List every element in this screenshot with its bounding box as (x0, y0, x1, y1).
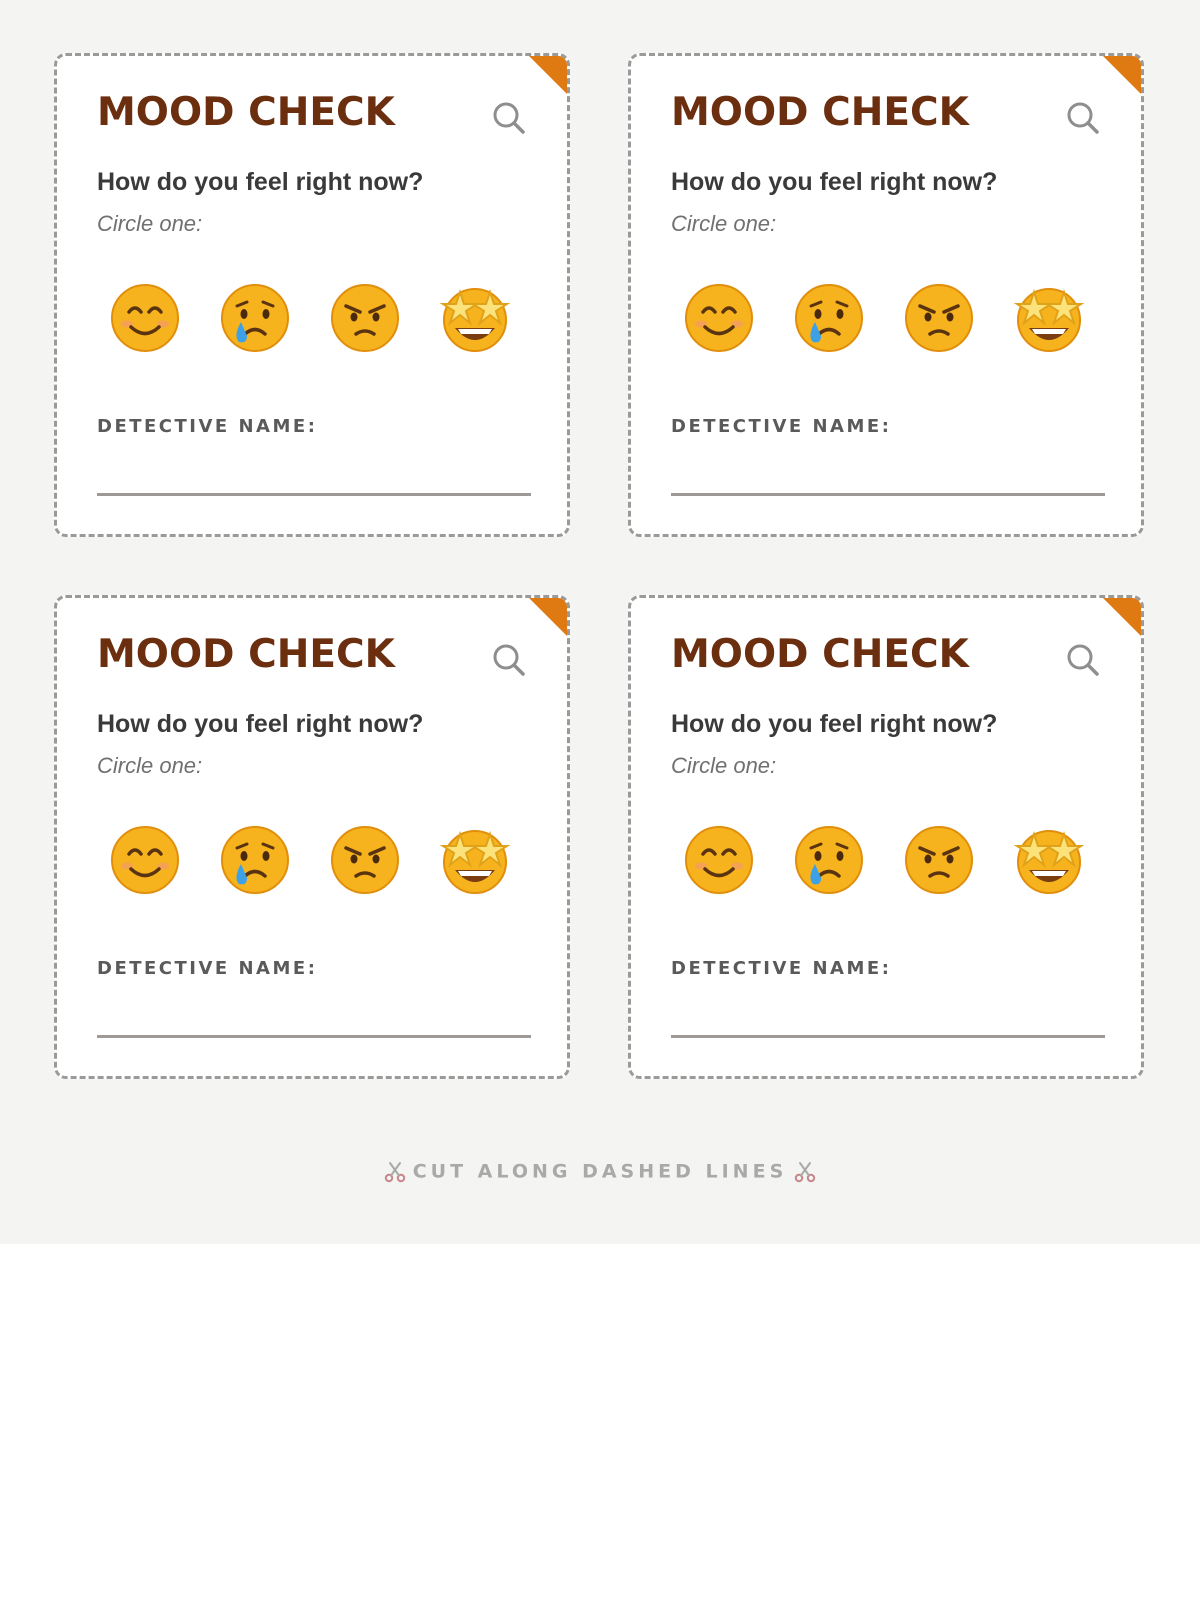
crying-face-icon[interactable] (219, 824, 291, 896)
mood-question: How do you feel right now? (671, 168, 998, 196)
mood-options (109, 282, 529, 356)
card-title: MOOD CHECK (671, 632, 969, 677)
smiling-face-icon[interactable] (109, 282, 181, 354)
detective-name-field[interactable] (97, 493, 531, 496)
crying-face-icon[interactable] (793, 824, 865, 896)
circle-instruction: Circle one: (671, 753, 777, 778)
card-title: MOOD CHECK (671, 90, 969, 135)
mood-options (109, 824, 529, 898)
smiling-face-icon[interactable] (683, 824, 755, 896)
mood-question: How do you feel right now? (671, 710, 998, 738)
cut-instruction-text: CUT ALONG DASHED LINES (412, 1160, 788, 1183)
circle-instruction: Circle one: (97, 211, 203, 236)
detective-name-label: DETECTIVE NAME: (97, 416, 318, 437)
crying-face-icon[interactable] (219, 282, 291, 354)
star-struck-face-icon[interactable] (439, 824, 511, 896)
card-title: MOOD CHECK (97, 632, 395, 677)
mood-check-card (54, 595, 570, 1079)
mood-options (683, 282, 1103, 356)
magnifier-icon (1065, 100, 1101, 136)
star-struck-face-icon[interactable] (1013, 282, 1085, 354)
angry-face-icon[interactable] (329, 282, 401, 354)
scissors-icon (793, 1160, 817, 1184)
angry-face-icon[interactable] (329, 824, 401, 896)
magnifier-icon (491, 100, 527, 136)
star-struck-face-icon[interactable] (1013, 824, 1085, 896)
scissors-icon (383, 1160, 407, 1184)
detective-name-label: DETECTIVE NAME: (97, 958, 318, 979)
smiling-face-icon[interactable] (109, 824, 181, 896)
corner-fold (1103, 56, 1141, 94)
detective-name-label: DETECTIVE NAME: (671, 416, 892, 437)
detective-name-field[interactable] (671, 493, 1105, 496)
detective-name-label: DETECTIVE NAME: (671, 958, 892, 979)
detective-name-field[interactable] (671, 1035, 1105, 1038)
circle-instruction: Circle one: (97, 753, 203, 778)
corner-fold (1103, 598, 1141, 636)
mood-check-card (54, 53, 570, 537)
magnifier-icon (1065, 642, 1101, 678)
smiling-face-icon[interactable] (683, 282, 755, 354)
corner-fold (529, 598, 567, 636)
crying-face-icon[interactable] (793, 282, 865, 354)
angry-face-icon[interactable] (903, 282, 975, 354)
angry-face-icon[interactable] (903, 824, 975, 896)
circle-instruction: Circle one: (671, 211, 777, 236)
detective-name-field[interactable] (97, 1035, 531, 1038)
mood-check-card (628, 595, 1144, 1079)
mood-question: How do you feel right now? (97, 168, 424, 196)
cut-instruction (0, 1160, 1200, 1184)
star-struck-face-icon[interactable] (439, 282, 511, 354)
mood-question: How do you feel right now? (97, 710, 424, 738)
mood-check-card (628, 53, 1144, 537)
magnifier-icon (491, 642, 527, 678)
card-title: MOOD CHECK (97, 90, 395, 135)
corner-fold (529, 56, 567, 94)
mood-options (683, 824, 1103, 898)
